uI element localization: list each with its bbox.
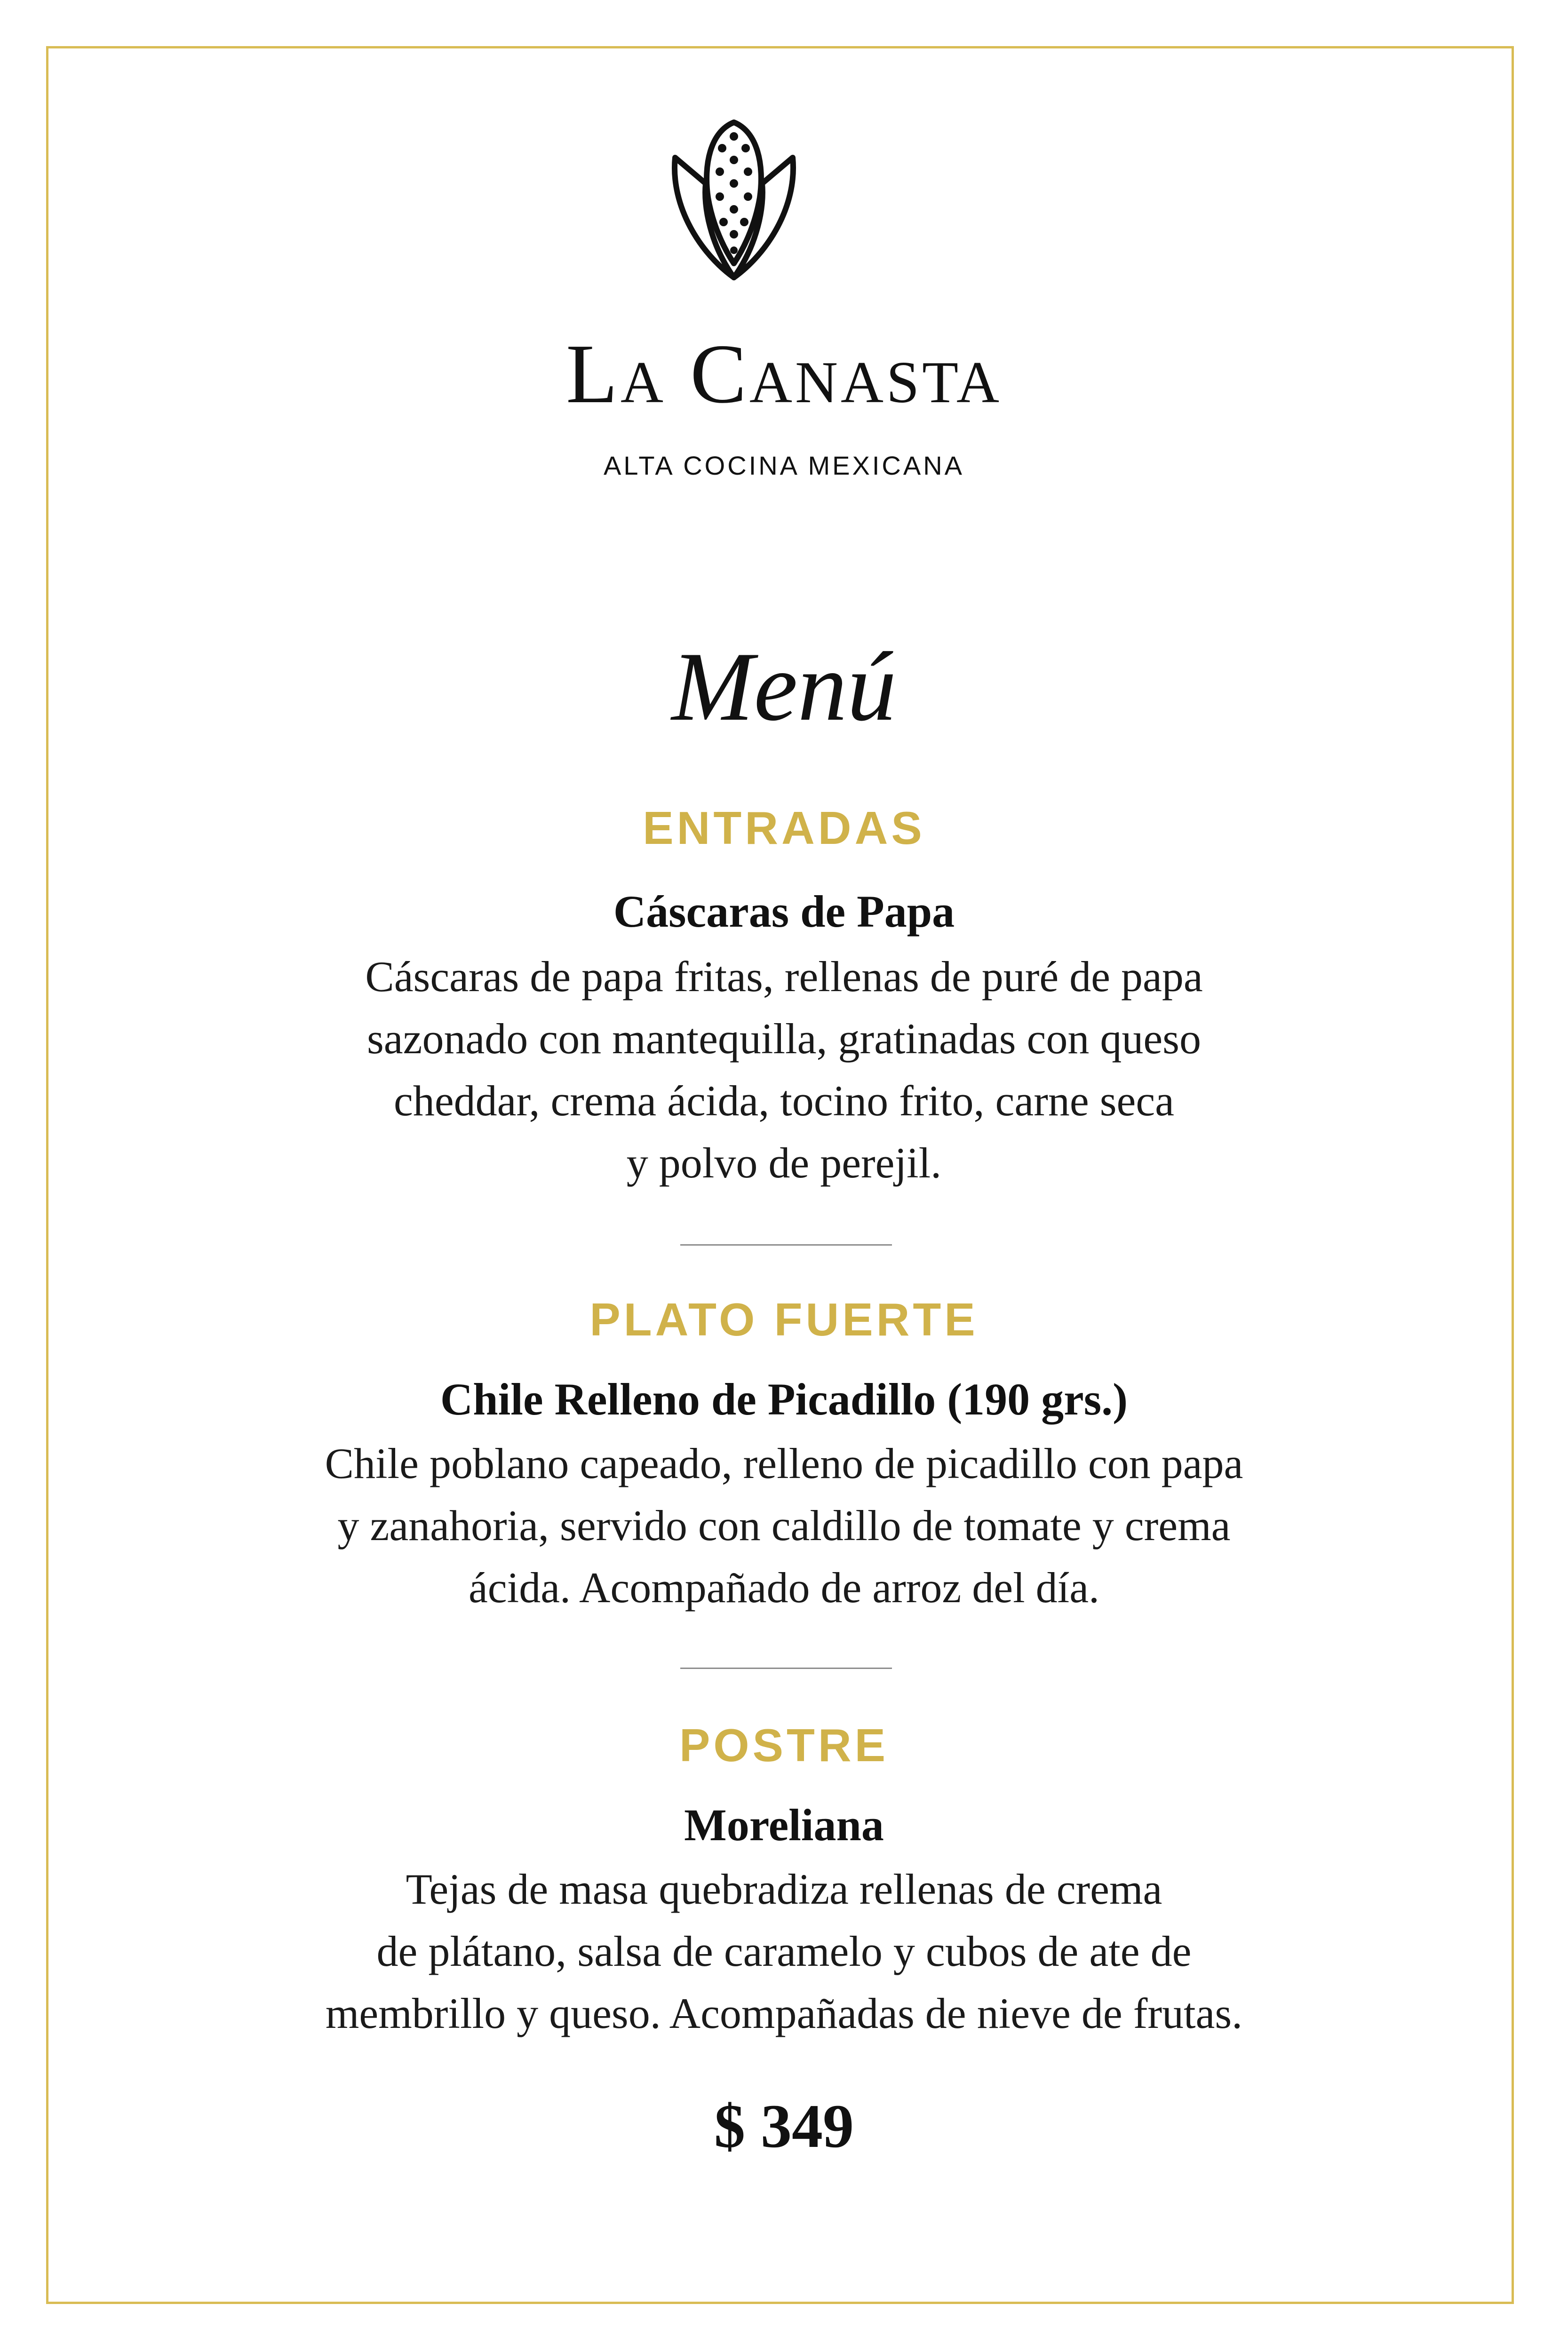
dish-name-chile-relleno: Chile Relleno de Picadillo (190 grs.) <box>440 1374 1128 1424</box>
section-divider <box>680 1244 892 1246</box>
description-line: y polvo de perejil. <box>626 1139 942 1187</box>
section-title-entradas: ENTRADAS <box>643 802 925 854</box>
description-line: ácida. Acompañado de arroz del día. <box>468 1564 1100 1612</box>
menu-price: $ 349 <box>714 2091 854 2161</box>
description-line: sazonado con mantequilla, gratinadas con queso <box>367 1015 1201 1063</box>
section-divider <box>680 1668 892 1669</box>
dish-description-chile-relleno <box>0 1432 1568 1619</box>
description-line: membrillo y queso. Acompañadas de nieve de frutas. <box>325 1989 1243 2037</box>
description-line: cheddar, crema ácida, tocino frito, carne seca <box>393 1077 1174 1125</box>
section-title-postre: POSTRE <box>679 1719 889 1771</box>
brand-name: La Canasta <box>566 327 1002 421</box>
description-line: de plátano, salsa de caramelo y cubos de ate de <box>376 1927 1192 1975</box>
description-line: Chile poblano capeado, relleno de picadillo con papa <box>325 1439 1243 1487</box>
corn-cob-icon <box>659 113 809 292</box>
dish-name-cascaras-de-papa: Cáscaras de Papa <box>613 886 955 937</box>
dish-name-moreliana: Moreliana <box>684 1800 884 1850</box>
description-line: Tejas de masa quebradiza rellenas de crema <box>406 1865 1162 1913</box>
brand-tagline: ALTA COCINA MEXICANA <box>604 451 964 480</box>
dish-description-moreliana <box>0 1858 1568 2044</box>
section-title-plato-fuerte: PLATO FUERTE <box>589 1294 979 1345</box>
dish-description-cascaras-de-papa <box>0 946 1568 1194</box>
description-line: y zanahoria, servido con caldillo de tomate y crema <box>337 1502 1231 1549</box>
description-line: Cáscaras de papa fritas, rellenas de puré de papa <box>365 953 1203 1001</box>
menu-title: Menú <box>671 632 897 741</box>
